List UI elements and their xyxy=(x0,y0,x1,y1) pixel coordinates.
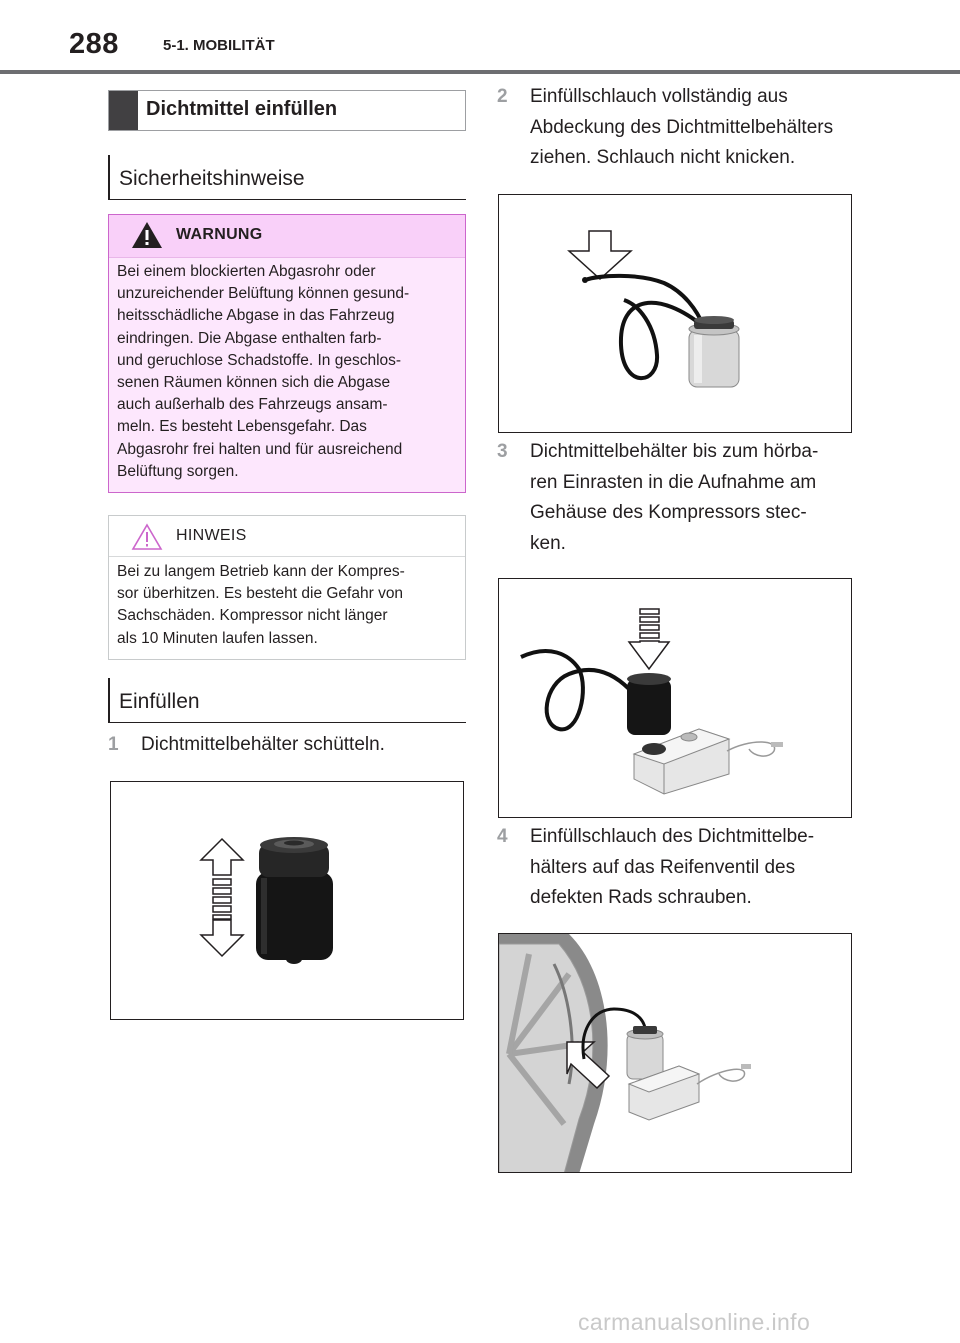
header-rule xyxy=(0,70,960,74)
warning-box xyxy=(108,214,466,493)
notice-line: sor überhitzen. Es besteht die Gefahr von xyxy=(117,585,404,603)
step-line: Einfüllschlauch vollständig aus xyxy=(530,86,788,107)
screw-on-valve-illustration xyxy=(499,934,852,1173)
pull-hose-illustration xyxy=(499,195,852,433)
section-title-box xyxy=(108,90,466,131)
notice-line: Bei zu langem Betrieb kann der Kompres- xyxy=(117,563,405,580)
warning-line: Bei einem blockierten Abgasrohr oder xyxy=(117,263,376,280)
warning-line: Abgasrohr frei halten und für ausreichend xyxy=(117,440,403,458)
notice-box xyxy=(108,515,466,660)
subhead-filling xyxy=(108,678,466,723)
step-line: Einfüllschlauch des Dichtmittelbe- xyxy=(530,826,815,847)
section-title-bar xyxy=(109,91,138,130)
insert-bottle-illustration xyxy=(499,579,852,818)
page-number: 288 xyxy=(69,28,119,60)
subhead-filling-label: Einfüllen xyxy=(119,690,200,713)
shake-sealant-bottle-illustration xyxy=(111,782,464,1020)
notice-line: Sachschäden. Kompressor nicht länger xyxy=(117,607,388,625)
warning-line: und geruchlose Schadstoffe. In geschlos- xyxy=(117,351,402,369)
notice-line: als 10 Minuten laufen lassen. xyxy=(117,629,318,647)
step-text xyxy=(530,437,818,559)
figure-pull-hose xyxy=(498,194,852,433)
warning-title: WARNUNG xyxy=(176,226,263,243)
chapter-title: 5-1. MOBILITÄT xyxy=(163,37,275,54)
step-text xyxy=(530,82,833,174)
warning-line: unzureichender Belüftung können gesund- xyxy=(117,285,410,303)
notice-text xyxy=(117,561,462,650)
figure-screw-valve xyxy=(498,933,852,1173)
warning-line: eindringen. Die Abgase enthalten farb- xyxy=(117,329,382,347)
step-line: ken. xyxy=(530,532,566,554)
step-text xyxy=(530,822,814,914)
step-line: defekten Rads schrauben. xyxy=(530,887,752,908)
section-title: Dichtmittel einfüllen xyxy=(146,98,338,120)
warning-line: meln. Es besteht Lebensgefahr. Das xyxy=(117,418,367,436)
notice-title: HINWEIS xyxy=(176,527,247,544)
figure-insert-bottle xyxy=(498,578,852,818)
warning-triangle-icon xyxy=(131,221,163,254)
step-number: 1 xyxy=(108,734,119,755)
figure-shake-bottle xyxy=(110,781,464,1020)
subhead-safety xyxy=(108,155,466,200)
step-text xyxy=(141,730,385,761)
step-line: ziehen. Schlauch nicht knicken. xyxy=(530,147,796,168)
step-line: Gehäuse des Kompressors stec- xyxy=(530,502,807,523)
caution-outline-icon xyxy=(131,523,163,556)
warning-line: senen Räumen können sich die Abgase xyxy=(117,374,391,392)
page-header xyxy=(0,0,960,76)
warning-text xyxy=(117,261,462,483)
step-number: 3 xyxy=(497,441,508,462)
step-number: 2 xyxy=(497,86,508,107)
step-line: ren Einrasten in die Aufnahme am xyxy=(530,471,817,493)
watermark: carmanualsonline.info xyxy=(578,1309,811,1335)
step-line: Dichtmittelbehälter schütteln. xyxy=(141,734,385,755)
warning-line: heitsschädliche Abgase in das Fahrzeug xyxy=(117,307,395,325)
warning-head xyxy=(109,215,465,258)
step-number: 4 xyxy=(497,826,508,847)
step-line: hälters auf das Reifenventil des xyxy=(530,856,796,878)
warning-line: auch außerhalb des Fahrzeugs ansam- xyxy=(117,396,388,414)
warning-line: Belüftung sorgen. xyxy=(117,462,239,480)
subhead-safety-label: Sicherheitshinweise xyxy=(119,167,305,190)
step-line: Abdeckung des Dichtmittelbehälters xyxy=(530,116,834,138)
notice-head xyxy=(109,516,465,557)
step-line: Dichtmittelbehälter bis zum hörba- xyxy=(530,441,819,462)
